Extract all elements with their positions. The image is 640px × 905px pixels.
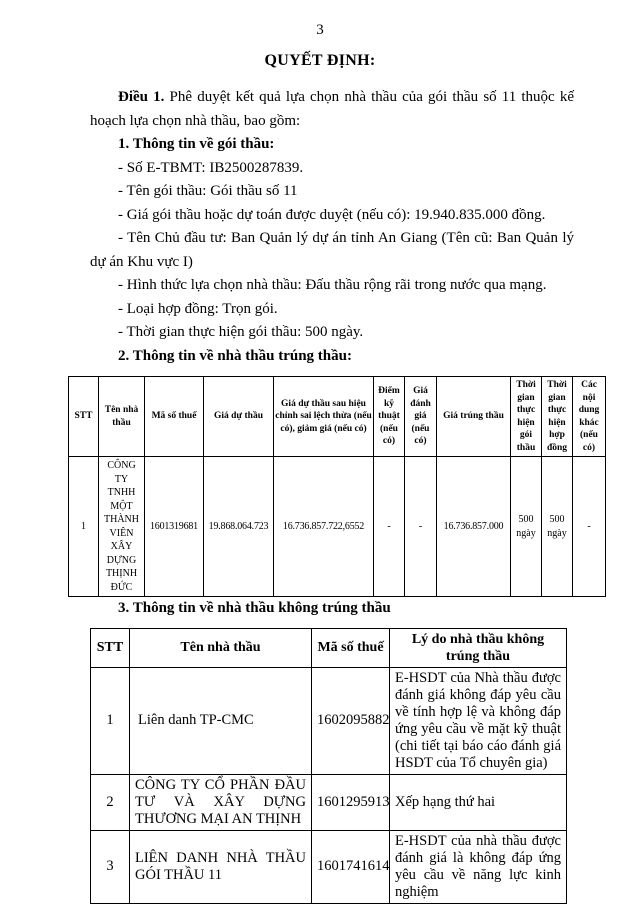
losers-col-contractor-name: Tên nhà thầu [130, 628, 312, 667]
winner-col-evaluated-price: Giá đánh giá (nếu có) [405, 377, 437, 457]
loser-3-name: LIÊN DANH NHÀ THẦU GÓI THẦU 11 [130, 830, 312, 903]
winner-col-award-price: Giá trúng thầu [437, 377, 511, 457]
info-item-package-price: - Giá gói thầu hoặc dự toán được duyệt (nếu có): 19.940.835.000 đồng. [118, 206, 546, 223]
loser-3-tax-code: 1601741614 [312, 830, 390, 903]
loser-2-reason: Xếp hạng thứ hai [390, 774, 567, 830]
winner-tax-code: 1601319681 [145, 457, 204, 597]
article-1-text: Phê duyệt kết quả lựa chọn nhà thầu của gói thầu số 11 thuộc kế hoạch lựa chọn nhà thầu, bao gồm: [90, 89, 575, 129]
loser-1-tax-code: 1602095882 [312, 667, 390, 774]
winner-evaluated-price: - [405, 457, 437, 597]
winner-table [68, 376, 606, 597]
winner-table-row [69, 457, 606, 597]
winner-col-contract-duration: Thời gian thực hiện hợp đồng [542, 377, 573, 457]
loser-2-stt: 2 [91, 774, 130, 830]
winner-col-tech-score: Điểm kỹ thuật (nếu có) [374, 377, 405, 457]
winner-adjusted-price: 16.736.857.722,6552 [274, 457, 374, 597]
winner-col-tax-code: Mã số thuế [145, 377, 204, 457]
winner-table-header-row [69, 377, 606, 457]
losers-col-tax-code: Mã số thuế [312, 628, 390, 667]
losers-table-header-row [91, 628, 567, 667]
loser-2-tax-code: 1601295913 [312, 774, 390, 830]
losers-col-reason: Lý do nhà thầu không trúng thầu [390, 628, 567, 667]
info-item-contract-type: - Loại hợp đồng: Trọn gói. [118, 300, 278, 317]
section-2-heading: 2. Thông tin về nhà thầu trúng thầu: [118, 347, 352, 364]
winner-col-package-duration: Thời gian thực hiện gói thầu [511, 377, 542, 457]
loser-3-stt: 3 [91, 830, 130, 903]
article-1-paragraph [90, 86, 574, 133]
winner-package-duration: 500 ngày [511, 457, 542, 597]
loser-row-1 [91, 667, 567, 774]
page-number: 3 [316, 22, 324, 38]
info-item-package-name: - Tên gói thầu: Gói thầu số 11 [118, 183, 298, 199]
winner-contractor-name: CÔNG TY TNHH MỘT THÀNH VIÊN XÂY DỰNG THỊNH ĐỨC [99, 457, 145, 597]
winner-tech-score: - [374, 457, 405, 597]
loser-row-2 [91, 774, 567, 830]
loser-2-name: CÔNG TY CỔ PHẦN ĐẦU TƯ VÀ XÂY DỰNG THƯƠNG MẠI AN THỊNH [130, 774, 312, 830]
info-item-etbmt: - Số E-TBMT: IB2500287839. [118, 159, 304, 176]
winner-col-adjusted-price: Giá dự thầu sau hiệu chỉnh sai lệch thừa (nếu có), giảm giá (nếu có) [274, 377, 374, 457]
losers-table [90, 628, 567, 904]
loser-1-reason: E-HSDT của Nhà thầu được đánh giá không đáp yêu cầu về tính hợp lệ và không đáp ứng yêu cầu về mặt kỹ thuật (chi tiết tại báo cáo đánh giá HSDT của Tổ chuyên gia) [390, 667, 567, 774]
info-item-investor: - Tên Chủ đầu tư: Ban Quản lý dự án tỉnh An Giang (Tên cũ: Ban Quản lý dự án Khu vực I) [90, 230, 574, 270]
loser-row-3 [91, 830, 567, 903]
losers-col-stt: STT [91, 628, 130, 667]
winner-col-stt: STT [69, 377, 99, 457]
loser-3-reason: E-HSDT của nhà thầu được đánh giá là không đáp ứng yêu cầu về năng lực kinh nghiệm [390, 830, 567, 903]
winner-col-other: Các nội dung khác (nếu có) [573, 377, 606, 457]
winner-stt: 1 [69, 457, 99, 597]
section-3-heading: 3. Thông tin về nhà thầu không trúng thầu [118, 600, 391, 616]
info-item-duration: - Thời gian thực hiện gói thầu: 500 ngày. [118, 324, 364, 340]
document-title: QUYẾT ĐỊNH: [264, 52, 376, 69]
winner-col-contractor-name: Tên nhà thầu [99, 377, 145, 457]
article-1-label: Điều 1. [118, 89, 165, 105]
winner-bid-price: 19.868.064.723 [204, 457, 274, 597]
winner-award-price: 16.736.857.000 [437, 457, 511, 597]
loser-1-stt: 1 [91, 667, 130, 774]
section-1-heading: 1. Thông tin về gói thầu: [118, 136, 275, 152]
loser-1-name: Liên danh TP-CMC [130, 667, 312, 774]
winner-col-bid-price: Giá dự thầu [204, 377, 274, 457]
winner-contract-duration: 500 ngày [542, 457, 573, 597]
info-item-selection-method: - Hình thức lựa chọn nhà thầu: Đấu thầu rộng rãi trong nước qua mạng. [118, 277, 547, 293]
winner-other: - [573, 457, 606, 597]
